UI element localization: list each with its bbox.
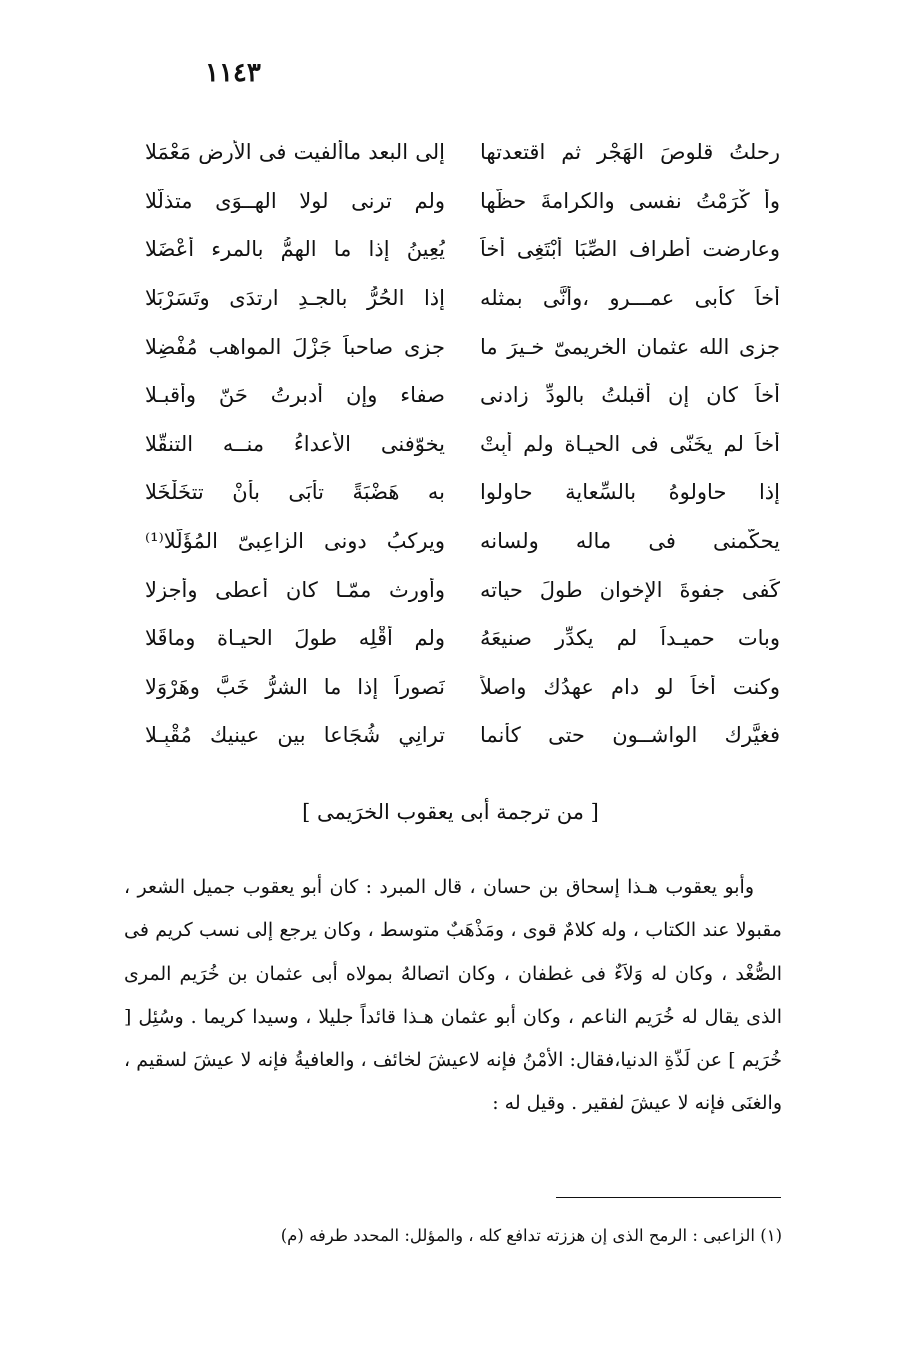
verse-second-hemistich: يُعِينُ إذا ما الهمُّ بالمرء أَعْضَلا: [145, 237, 445, 262]
verse: [145, 420, 780, 469]
verse: [145, 322, 780, 371]
verse: [145, 614, 780, 663]
verse: [145, 128, 780, 177]
verse-first-hemistich: جزى الله عثمان الخريمىّ خـيرَ ما: [480, 334, 780, 359]
verse: [145, 711, 780, 760]
verse: [145, 517, 780, 566]
footnote-divider: [556, 1197, 781, 1198]
verse-first-hemistich: وأ كْرَمْتُ نفسى والكرامةَ حظُّها: [480, 188, 780, 213]
verse-first-hemistich: أخاً كان إن أقبلتُ بالودِّ زادنى: [480, 383, 780, 408]
verse-first-hemistich: وكنت أخاً لو دام عهدُك واصلاً: [480, 674, 780, 699]
verse-first-hemistich: كَفى جفوةَ الإخوانِ طولَ حياته: [480, 577, 780, 602]
prose-paragraph: وأبو يعقوب هـذا إسحاق بن حسان ، قال المبرد : كان أبو يعقوب جميل الشعر ، مقبولا عند الكتاب ، وله كلامٌ قوى ، ومَذْهَبٌ متوسط ، وكان يرجع إلى نسب كريم فى الصُّغْد ، وكان له وَلاَءٌ فى غطفان ، وكان اتصالهُ بمولاه أبى عثمان بن خُرَيم المرى الذى يقال له خُرَيم الناعم ، وكان أبو عثمان هـذا قائداً جليلا ، وسيدا كريما . وسُئِل [ خُرَيم ] عن لَذّةِ الدنيا،فقال: الأمْنُ فإنه لاعيشَ لخائف ، والعافيةُ فإنه لا عيشَ لسقيم ، والغنَى فإنه لا عيشَ لفقير . وقيل له :: [124, 876, 782, 1115]
verse-first-hemistich: وبات حميـداً لم يكدِّر صنيعَهُ: [480, 626, 780, 651]
verse-second-hemistich: ولم ترنى لولا الهــوَى متذلّلا: [145, 188, 445, 213]
verse: [145, 371, 780, 420]
prose-body: [124, 866, 782, 1126]
verse-first-hemistich: فغيَّرك الواشــون حتى كأنما: [480, 723, 780, 748]
verse-second-hemistich: إذا الحُرُّ بالجـدِ ارتدَى وتَسَرْبَلا: [145, 286, 445, 311]
verse-first-hemistich: وعارضت أطراف الصِّبَا أَبْتَغِى أخاً: [480, 237, 780, 262]
page-number: ١١٤٣: [205, 58, 261, 88]
verse-second-hemistich: جزى صاحباً جَزْلَ المواهب مُفْضِلا: [145, 334, 445, 359]
verse-first-hemistich: أخاً لم يخَنّى فى الحيـاة ولم أبِتْ: [480, 431, 780, 456]
verse-second-hemistich: ويركبُ دونى الزاعِبىّ المُؤَلّلا⁽¹⁾: [145, 529, 445, 554]
section-heading: [ من ترجمة أبى يعقوب الخرَيمى ]: [302, 800, 599, 824]
verse-second-hemistich: ولم أقْلِه طولَ الحيـاة وماقَلا: [145, 626, 445, 651]
verse-second-hemistich: به هَضْبَةً تأْبَى بأنْ تتخَلْخَلا: [145, 480, 445, 505]
poem: [145, 128, 780, 760]
verse: [145, 468, 780, 517]
footnote: (١) الزاعبى : الرمح الذى إن هززته تدافع كله ، والمؤلل: المحدد طرفه (م): [280, 1226, 782, 1245]
verse-first-hemistich: أخاً كأبى عمـــرو ،وأنَّى بمثله: [480, 286, 780, 311]
verse-second-hemistich: نَصوراً إذا ما الشرُّ خَبَّ وهَرْوَلا: [145, 674, 445, 699]
verse-first-hemistich: يحكّمنى فى ماله ولسانه: [480, 529, 780, 554]
verse: [145, 663, 780, 712]
verse: [145, 565, 780, 614]
verse-second-hemistich: يخوّفنى الأعداءُ منــه التنقّلا: [145, 431, 445, 456]
verse-second-hemistich: ترانِي شُجَاعا بين عينيك مُقْبِـلا: [145, 723, 445, 748]
verse-first-hemistich: إذا حاولوهُ بالسِّعاية حاولوا: [480, 480, 780, 505]
verse-second-hemistich: وأورث ممّـا كان أعطى وأجزلا: [145, 577, 445, 602]
verse-second-hemistich: صفاء وإن أدبرتُ حَنّ وأقبـلا: [145, 383, 445, 408]
verse-first-hemistich: رحلتُ قلوصَ الهَجْرِ ثم اقتعدتها: [480, 140, 780, 165]
verse: [145, 274, 780, 323]
verse: [145, 177, 780, 226]
verse: [145, 225, 780, 274]
verse-second-hemistich: إلى البعد ماألفيت فى الأرض مَعْمَلا: [145, 140, 445, 165]
